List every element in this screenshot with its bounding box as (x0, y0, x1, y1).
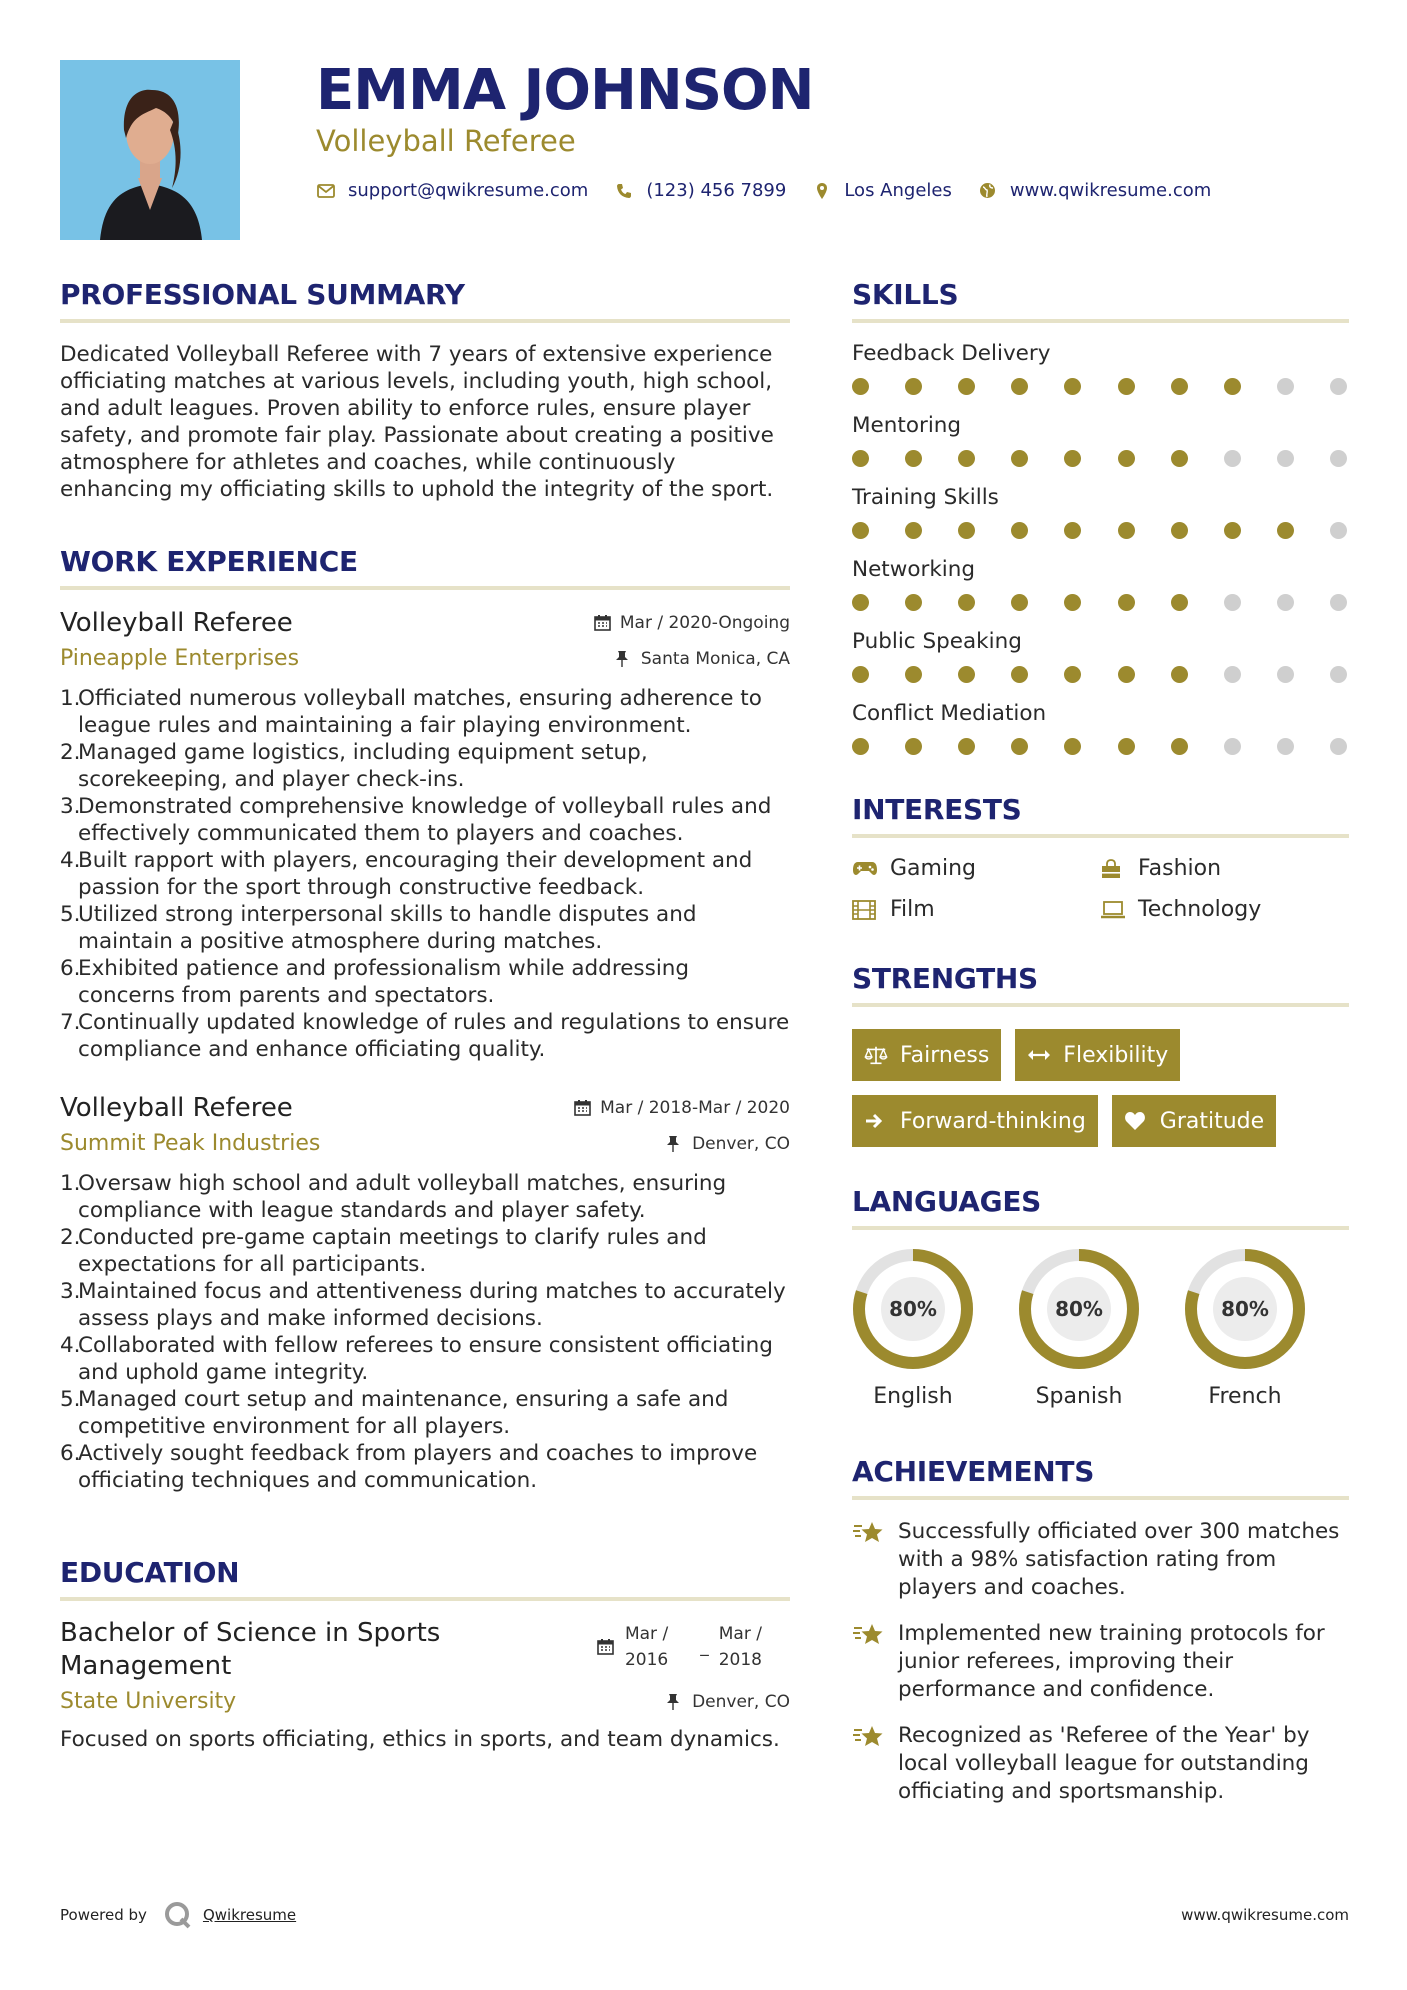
rating-dot-filled (852, 738, 869, 755)
rating-dot-filled (1064, 666, 1081, 683)
job-location-text: Santa Monica, CA (640, 648, 790, 669)
rating-dot-filled (1064, 522, 1081, 539)
language-name: Spanish (1035, 1384, 1123, 1409)
rating-dot-filled (1011, 738, 1028, 755)
rating-dot-empty (1224, 666, 1241, 683)
rating-dot-empty (1277, 594, 1294, 611)
rating-dot-filled (852, 522, 869, 539)
contact-phone[interactable] (614, 180, 786, 201)
job-entry-2 (60, 1093, 790, 1494)
rating-dot-filled (1118, 522, 1135, 539)
rating-dot-filled (905, 594, 922, 611)
shopping-bag-icon (1100, 858, 1126, 880)
rating-dot-filled (1064, 450, 1081, 467)
duty-text: Continually updated knowledge of rules and regulations to ensure compliance and enhance officiating quality. (78, 1010, 790, 1062)
film-icon (852, 899, 878, 921)
skill-rating (852, 450, 1349, 467)
rating-dot-empty (1330, 450, 1347, 467)
date-separator: _ (700, 1637, 709, 1657)
rating-dot-filled (1277, 522, 1294, 539)
contact-bar (316, 180, 1223, 201)
pushpin-icon (615, 650, 633, 668)
job-dates-text: Mar / 2018-Mar / 2020 (600, 1098, 790, 1118)
duty-text: Demonstrated comprehensive knowledge of volleyball rules and effectively communicated them to players and coaches. (78, 794, 772, 846)
degree-title (60, 1617, 440, 1683)
left-column (60, 278, 790, 1753)
rating-dot-filled (1064, 738, 1081, 755)
duty-item (60, 793, 790, 847)
balance-scale-icon (864, 1044, 888, 1066)
degree-line-1: Bachelor of Science in Sports (60, 1618, 441, 1648)
rating-dot-filled (905, 666, 922, 683)
skill-name: Mentoring (852, 413, 962, 438)
contact-email[interactable] (316, 180, 588, 201)
achievement-item (852, 1620, 1349, 1704)
website-text: www.qwikresume.com (1009, 180, 1212, 201)
duty-text: Built rapport with players, encouraging their development and passion for the sport through constructive feedback. (78, 848, 753, 900)
rating-dot-filled (958, 522, 975, 539)
rating-dot-filled (958, 450, 975, 467)
language-ring (1018, 1248, 1140, 1370)
heart-icon (1124, 1110, 1148, 1132)
rating-dot-filled (852, 666, 869, 683)
rating-dot-filled (1171, 450, 1188, 467)
job-location (615, 649, 790, 669)
summary-heading: PROFESSIONAL SUMMARY (60, 278, 790, 323)
rating-dot-filled (1171, 378, 1188, 395)
pushpin-icon (666, 1135, 684, 1153)
strength-tag (1015, 1029, 1180, 1081)
duty-text: Officiated numerous volleyball matches, ensuring adherence to league rules and maintaining a fair playing environment. (78, 686, 762, 738)
strength-label: Flexibility (1063, 1042, 1169, 1068)
rating-dot-empty (1224, 738, 1241, 755)
rating-dot-filled (905, 450, 922, 467)
interest-item (1100, 897, 1348, 922)
rating-dot-filled (958, 378, 975, 395)
duty-item (60, 955, 790, 1009)
job-location (666, 1134, 790, 1154)
duty-item (60, 1278, 790, 1332)
job-duties (60, 685, 790, 1063)
rating-dot-filled (905, 522, 922, 539)
duty-number: 6. (60, 956, 81, 981)
skill-item (852, 485, 1349, 539)
rating-dot-filled (1118, 594, 1135, 611)
language-item (1018, 1248, 1140, 1409)
rating-dot-empty (1224, 594, 1241, 611)
summary-text: Dedicated Volleyball Referee with 7 years of extensive experience officiating matches at various levels, including youth, high school, and adult leagues. Proven ability to enforce rules, ensure player safety, and promote fair play. Passionate about creating a positive atmosphere for athletes and coaches, while continuously enhancing my officiating skills to uphold the integrity of the sport. (60, 342, 774, 502)
strength-label: Forward-thinking (900, 1108, 1086, 1134)
powered-by-text: Powered by (60, 1906, 147, 1924)
rating-dot-filled (852, 594, 869, 611)
duty-text: Oversaw high school and adult volleyball matches, ensuring compliance with league standards and player safety. (78, 1171, 727, 1223)
duty-number: 5. (60, 1387, 81, 1412)
strengths-heading: STRENGTHS (852, 962, 1349, 1007)
rating-dot-filled (1118, 666, 1135, 683)
duty-text: Maintained focus and attentiveness during matches to accurately assess plays and make informed decisions. (78, 1279, 786, 1331)
skill-item (852, 413, 1349, 467)
skill-rating (852, 378, 1349, 395)
star-icon (852, 1620, 884, 1648)
skill-rating (852, 738, 1349, 755)
skill-name: Training Skills (852, 485, 999, 510)
rating-dot-empty (1277, 450, 1294, 467)
skill-rating (852, 522, 1349, 539)
interests-heading: INTERESTS (852, 793, 1349, 838)
contact-location (812, 180, 952, 201)
location-text: Los Angeles (844, 180, 952, 201)
rating-dot-filled (1064, 594, 1081, 611)
duty-number: 7. (60, 1010, 81, 1035)
rating-dot-empty (1224, 450, 1241, 467)
rating-dot-filled (1171, 594, 1188, 611)
achievement-item (852, 1722, 1349, 1806)
contact-website[interactable] (978, 180, 1211, 201)
start-year: 2016 (624, 1650, 669, 1670)
achievement-text: Successfully officiated over 300 matches with a 98% satisfaction rating from players and coaches. (898, 1519, 1340, 1600)
right-column (852, 278, 1349, 1806)
strength-tag (852, 1029, 1001, 1081)
interest-label: Film (890, 897, 935, 922)
skill-item (852, 557, 1349, 611)
education-location (666, 1692, 790, 1712)
languages-section (852, 1185, 1349, 1409)
education-dates (597, 1621, 762, 1673)
strengths-list (852, 1029, 1349, 1147)
languages-heading: LANGUAGES (852, 1185, 1349, 1230)
duty-text: Conducted pre-game captain meetings to clarify rules and expectations for all participants. (78, 1225, 707, 1277)
languages-list (852, 1248, 1349, 1409)
duty-number: 4. (60, 1333, 81, 1358)
duty-number: 5. (60, 902, 81, 927)
candidate-name: EMMA JOHNSON (316, 58, 814, 123)
phone-icon (614, 181, 634, 201)
rating-dot-empty (1330, 666, 1347, 683)
strengths-section (852, 962, 1349, 1147)
rating-dot-filled (1011, 594, 1028, 611)
rating-dot-filled (852, 450, 869, 467)
footer-powered (60, 1900, 296, 1930)
rating-dot-filled (1011, 378, 1028, 395)
laptop-icon (1100, 899, 1126, 921)
calendar-icon (597, 1638, 615, 1656)
rating-dot-empty (1330, 738, 1347, 755)
job-title: Volleyball Referee (60, 1093, 293, 1123)
rating-dot-filled (852, 378, 869, 395)
rating-dot-filled (905, 738, 922, 755)
skill-rating (852, 594, 1349, 611)
gamepad-icon (852, 858, 878, 880)
interest-item (1100, 856, 1348, 881)
school-name: State University (60, 1689, 237, 1714)
star-icon (852, 1518, 884, 1546)
rating-dot-filled (1224, 522, 1241, 539)
achievements-section (852, 1455, 1349, 1806)
duty-number: 6. (60, 1441, 81, 1466)
skill-name: Networking (852, 557, 976, 582)
duty-text: Exhibited patience and professionalism while addressing concerns from parents and spectators. (78, 956, 690, 1008)
education-section (60, 1556, 790, 1753)
language-percent: 80% (1221, 1297, 1269, 1321)
job-title: Volleyball Referee (60, 608, 293, 638)
skill-item (852, 629, 1349, 683)
end-month: Mar / (718, 1624, 762, 1644)
duty-item (60, 739, 790, 793)
duty-item (60, 1332, 790, 1386)
experience-heading: WORK EXPERIENCE (60, 545, 790, 590)
interests-list (852, 856, 1349, 922)
strength-tag (852, 1095, 1098, 1147)
duty-text: Managed game logistics, including equipment setup, scorekeeping, and player check-ins. (78, 740, 648, 792)
achievements-list (852, 1518, 1349, 1806)
profile-photo (60, 60, 240, 240)
duty-text: Utilized strong interpersonal skills to handle disputes and maintain a positive atmosphere during matches. (78, 902, 697, 954)
qwikresume-logo-icon (163, 1900, 193, 1930)
duty-number: 1. (60, 1171, 81, 1196)
rating-dot-filled (1224, 378, 1241, 395)
duty-item (60, 901, 790, 955)
education-end (719, 1621, 762, 1673)
duty-text: Collaborated with fellow referees to ensure consistent officiating and uphold game integrity. (78, 1333, 773, 1385)
job-dates (594, 613, 790, 633)
skills-heading: SKILLS (852, 278, 1349, 323)
rating-dot-empty (1330, 522, 1347, 539)
duty-number: 4. (60, 848, 81, 873)
job-location-text: Denver, CO (692, 1133, 790, 1154)
rating-dot-empty (1330, 594, 1347, 611)
achievement-text: Implemented new training protocols for junior referees, improving their performance and confidence. (898, 1621, 1325, 1702)
rating-dot-empty (1277, 738, 1294, 755)
duty-item (60, 1170, 790, 1224)
calendar-icon (594, 614, 612, 632)
duty-number: 2. (60, 740, 81, 765)
duty-number: 3. (60, 1279, 81, 1304)
interest-item (852, 856, 1100, 881)
start-month: Mar / (624, 1624, 669, 1644)
skill-item (852, 701, 1349, 755)
achievement-item (852, 1518, 1349, 1602)
pushpin-icon (666, 1693, 684, 1711)
rating-dot-empty (1277, 378, 1294, 395)
rating-dot-filled (958, 666, 975, 683)
rating-dot-filled (1118, 450, 1135, 467)
language-item (852, 1248, 974, 1409)
email-text: support@qwikresume.com (348, 180, 589, 201)
language-percent: 80% (889, 1297, 937, 1321)
rating-dot-filled (1171, 666, 1188, 683)
qwikresume-link[interactable]: Qwikresume (202, 1906, 297, 1924)
language-name: English (873, 1384, 953, 1409)
map-pin-icon (812, 181, 832, 201)
education-description: Focused on sports officiating, ethics in sports, and team dynamics. (60, 1727, 780, 1752)
rating-dot-empty (1277, 666, 1294, 683)
skills-section (852, 278, 1349, 755)
language-ring (1184, 1248, 1306, 1370)
arrows-horizontal-icon (1027, 1044, 1051, 1066)
strength-tag (1112, 1095, 1276, 1147)
job-entry-1 (60, 608, 790, 1063)
interest-label: Technology (1138, 897, 1262, 922)
rating-dot-filled (1011, 666, 1028, 683)
language-name: French (1208, 1384, 1282, 1409)
achievements-heading: ACHIEVEMENTS (852, 1455, 1349, 1500)
language-ring (852, 1248, 974, 1370)
globe-icon (978, 181, 998, 201)
duty-number: 3. (60, 794, 81, 819)
skill-name: Public Speaking (852, 629, 1022, 654)
rating-dot-filled (958, 594, 975, 611)
rating-dot-filled (1118, 378, 1135, 395)
duty-item (60, 847, 790, 901)
rating-dot-filled (1171, 522, 1188, 539)
footer-website[interactable]: www.qwikresume.com (1181, 1906, 1349, 1924)
skill-item (852, 341, 1349, 395)
duty-text: Actively sought feedback from players and coaches to improve officiating techniques and communication. (78, 1441, 758, 1493)
duty-number: 1. (60, 686, 81, 711)
education-location-text: Denver, CO (692, 1691, 790, 1712)
envelope-icon (316, 181, 336, 201)
experience-section (60, 545, 790, 1494)
rating-dot-filled (1011, 450, 1028, 467)
strength-label: Gratitude (1159, 1108, 1265, 1134)
job-dates-text: Mar / 2020-Ongoing (619, 613, 790, 633)
achievement-text: Recognized as 'Referee of the Year' by local volleyball league for outstanding officiating and sportsmanship. (898, 1723, 1310, 1804)
duty-text: Managed court setup and maintenance, ensuring a safe and competitive environment for all players. (78, 1387, 729, 1439)
end-year: 2018 (718, 1650, 762, 1670)
interest-label: Fashion (1138, 856, 1222, 881)
star-icon (852, 1722, 884, 1750)
rating-dot-empty (1330, 378, 1347, 395)
skill-rating (852, 666, 1349, 683)
duty-item (60, 685, 790, 739)
degree-line-2: Management (60, 1651, 232, 1681)
language-item (1184, 1248, 1306, 1409)
rating-dot-filled (1011, 522, 1028, 539)
job-company: Summit Peak Industries (60, 1131, 321, 1156)
arrow-right-icon (864, 1110, 888, 1132)
duty-item (60, 1386, 790, 1440)
duty-item (60, 1009, 790, 1063)
job-company: Pineapple Enterprises (60, 646, 300, 671)
job-dates (574, 1098, 790, 1118)
duty-number: 2. (60, 1225, 81, 1250)
candidate-title: Volleyball Referee (316, 124, 576, 158)
rating-dot-filled (905, 378, 922, 395)
interest-item (852, 897, 1100, 922)
strength-label: Fairness (900, 1042, 990, 1068)
calendar-icon (574, 1099, 592, 1117)
rating-dot-filled (1171, 738, 1188, 755)
education-start (625, 1621, 668, 1673)
phone-text: (123) 456 7899 (646, 180, 787, 201)
summary-section (60, 278, 790, 503)
language-percent: 80% (1055, 1297, 1103, 1321)
rating-dot-filled (1064, 378, 1081, 395)
skill-name: Feedback Delivery (852, 341, 1051, 366)
job-duties (60, 1170, 790, 1494)
skill-name: Conflict Mediation (852, 701, 1047, 726)
interests-section (852, 793, 1349, 922)
rating-dot-filled (1118, 738, 1135, 755)
skills-list (852, 341, 1349, 755)
education-heading: EDUCATION (60, 1556, 790, 1601)
interest-label: Gaming (890, 856, 976, 881)
duty-item (60, 1440, 790, 1494)
rating-dot-filled (958, 738, 975, 755)
duty-item (60, 1224, 790, 1278)
